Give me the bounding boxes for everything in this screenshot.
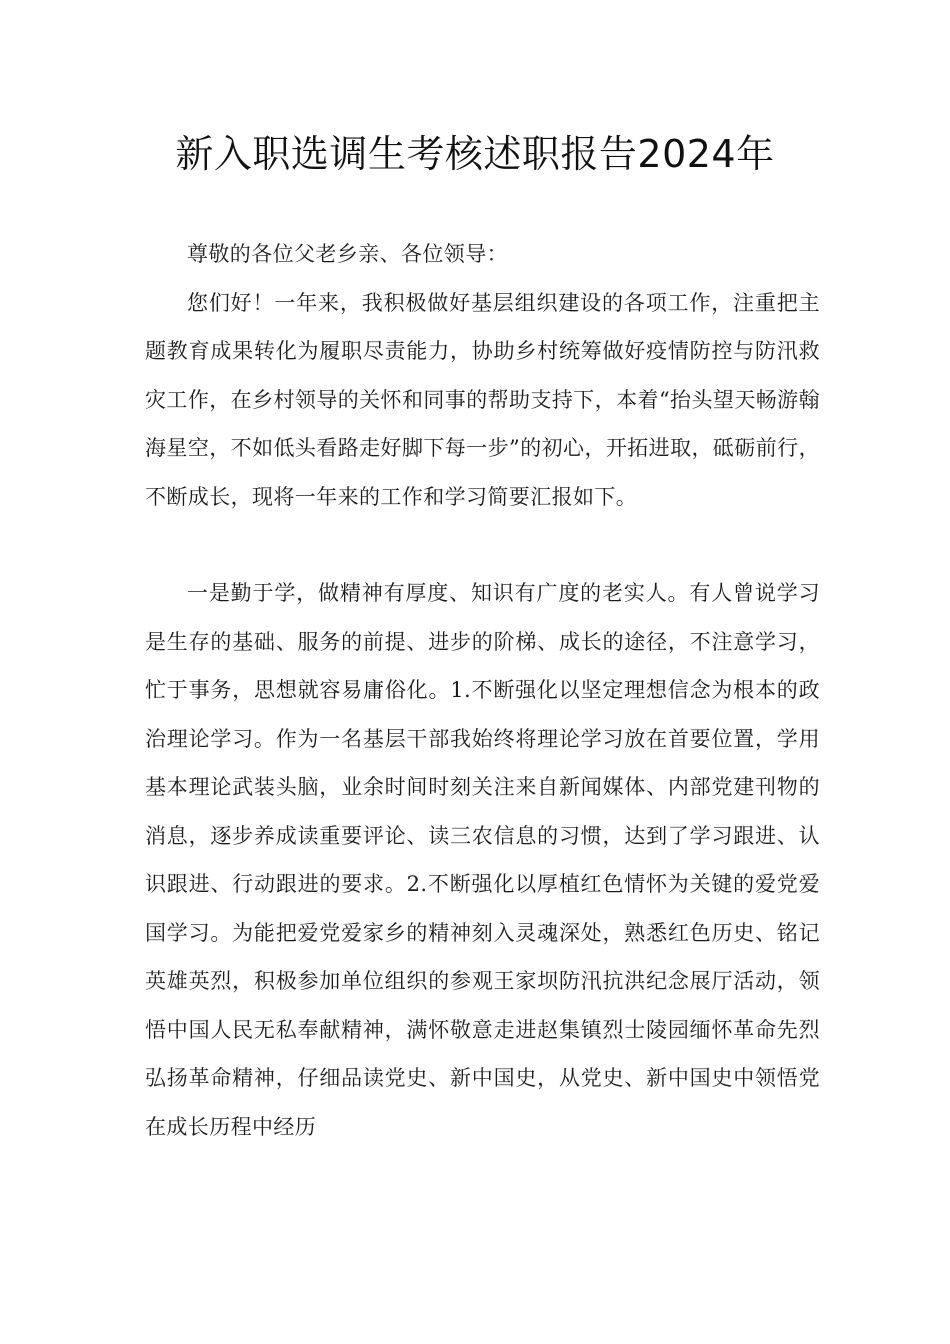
paragraph-spacer (145, 521, 820, 569)
document-body (145, 230, 820, 1151)
document-title: 新入职选调生考核述职报告2024年 (175, 132, 775, 176)
greeting-paragraph: 您们好！一年来，我积极做好基层组织建设的各项工作，注重把主题教育成果转化为履职尽责能力，协助乡村统筹做好疫情防控与防汛救灾工作，在乡村领导的关怀和同事的帮助支持下，本着“抬头望天畅游翰海星空，不如低头看路走好脚下每一步”的初心，开拓进取，砥砺前行，不断成长，现将一年来的工作和学习简要汇报如下。 (145, 290, 820, 509)
salutation-paragraph: 尊敬的各位父老乡亲、各位领导： (187, 242, 508, 266)
study-section-paragraph: 一是勤于学，做精神有厚度、知识有广度的老实人。有人曾说学习是生存的基础、服务的前提、进步的阶梯、成长的途径，不注意学习，忙于事务，思想就容易庸俗化。1.不断强化以坚定理想信念为根本的政治理论学习。作为一名基层干部我始终将理论学习放在首要位置，学用基本理论武装头脑，业余时间时刻关注来自新闻媒体、内部党建刊物的消息，逐步养成读重要评论、读三农信息的习惯，达到了学习跟进、认识跟进、行动跟进的要求。2.不断强化以厚植红色情怀为关键的爱党爱国学习。为能把爱党爱家乡的精神刻入灵魂深处，熟悉红色历史、铭记英雄英烈，积极参加单位组织的参观王家坝防汛抗洪纪念展厅活动，领悟中国人民无私奉献精神，满怀敬意走进赵集镇烈士陵园缅怀革命先烈弘扬革命精神，仔细品读党史、新中国史，从党史、新中国史中领悟党在成长历程中经历 (145, 581, 820, 1139)
